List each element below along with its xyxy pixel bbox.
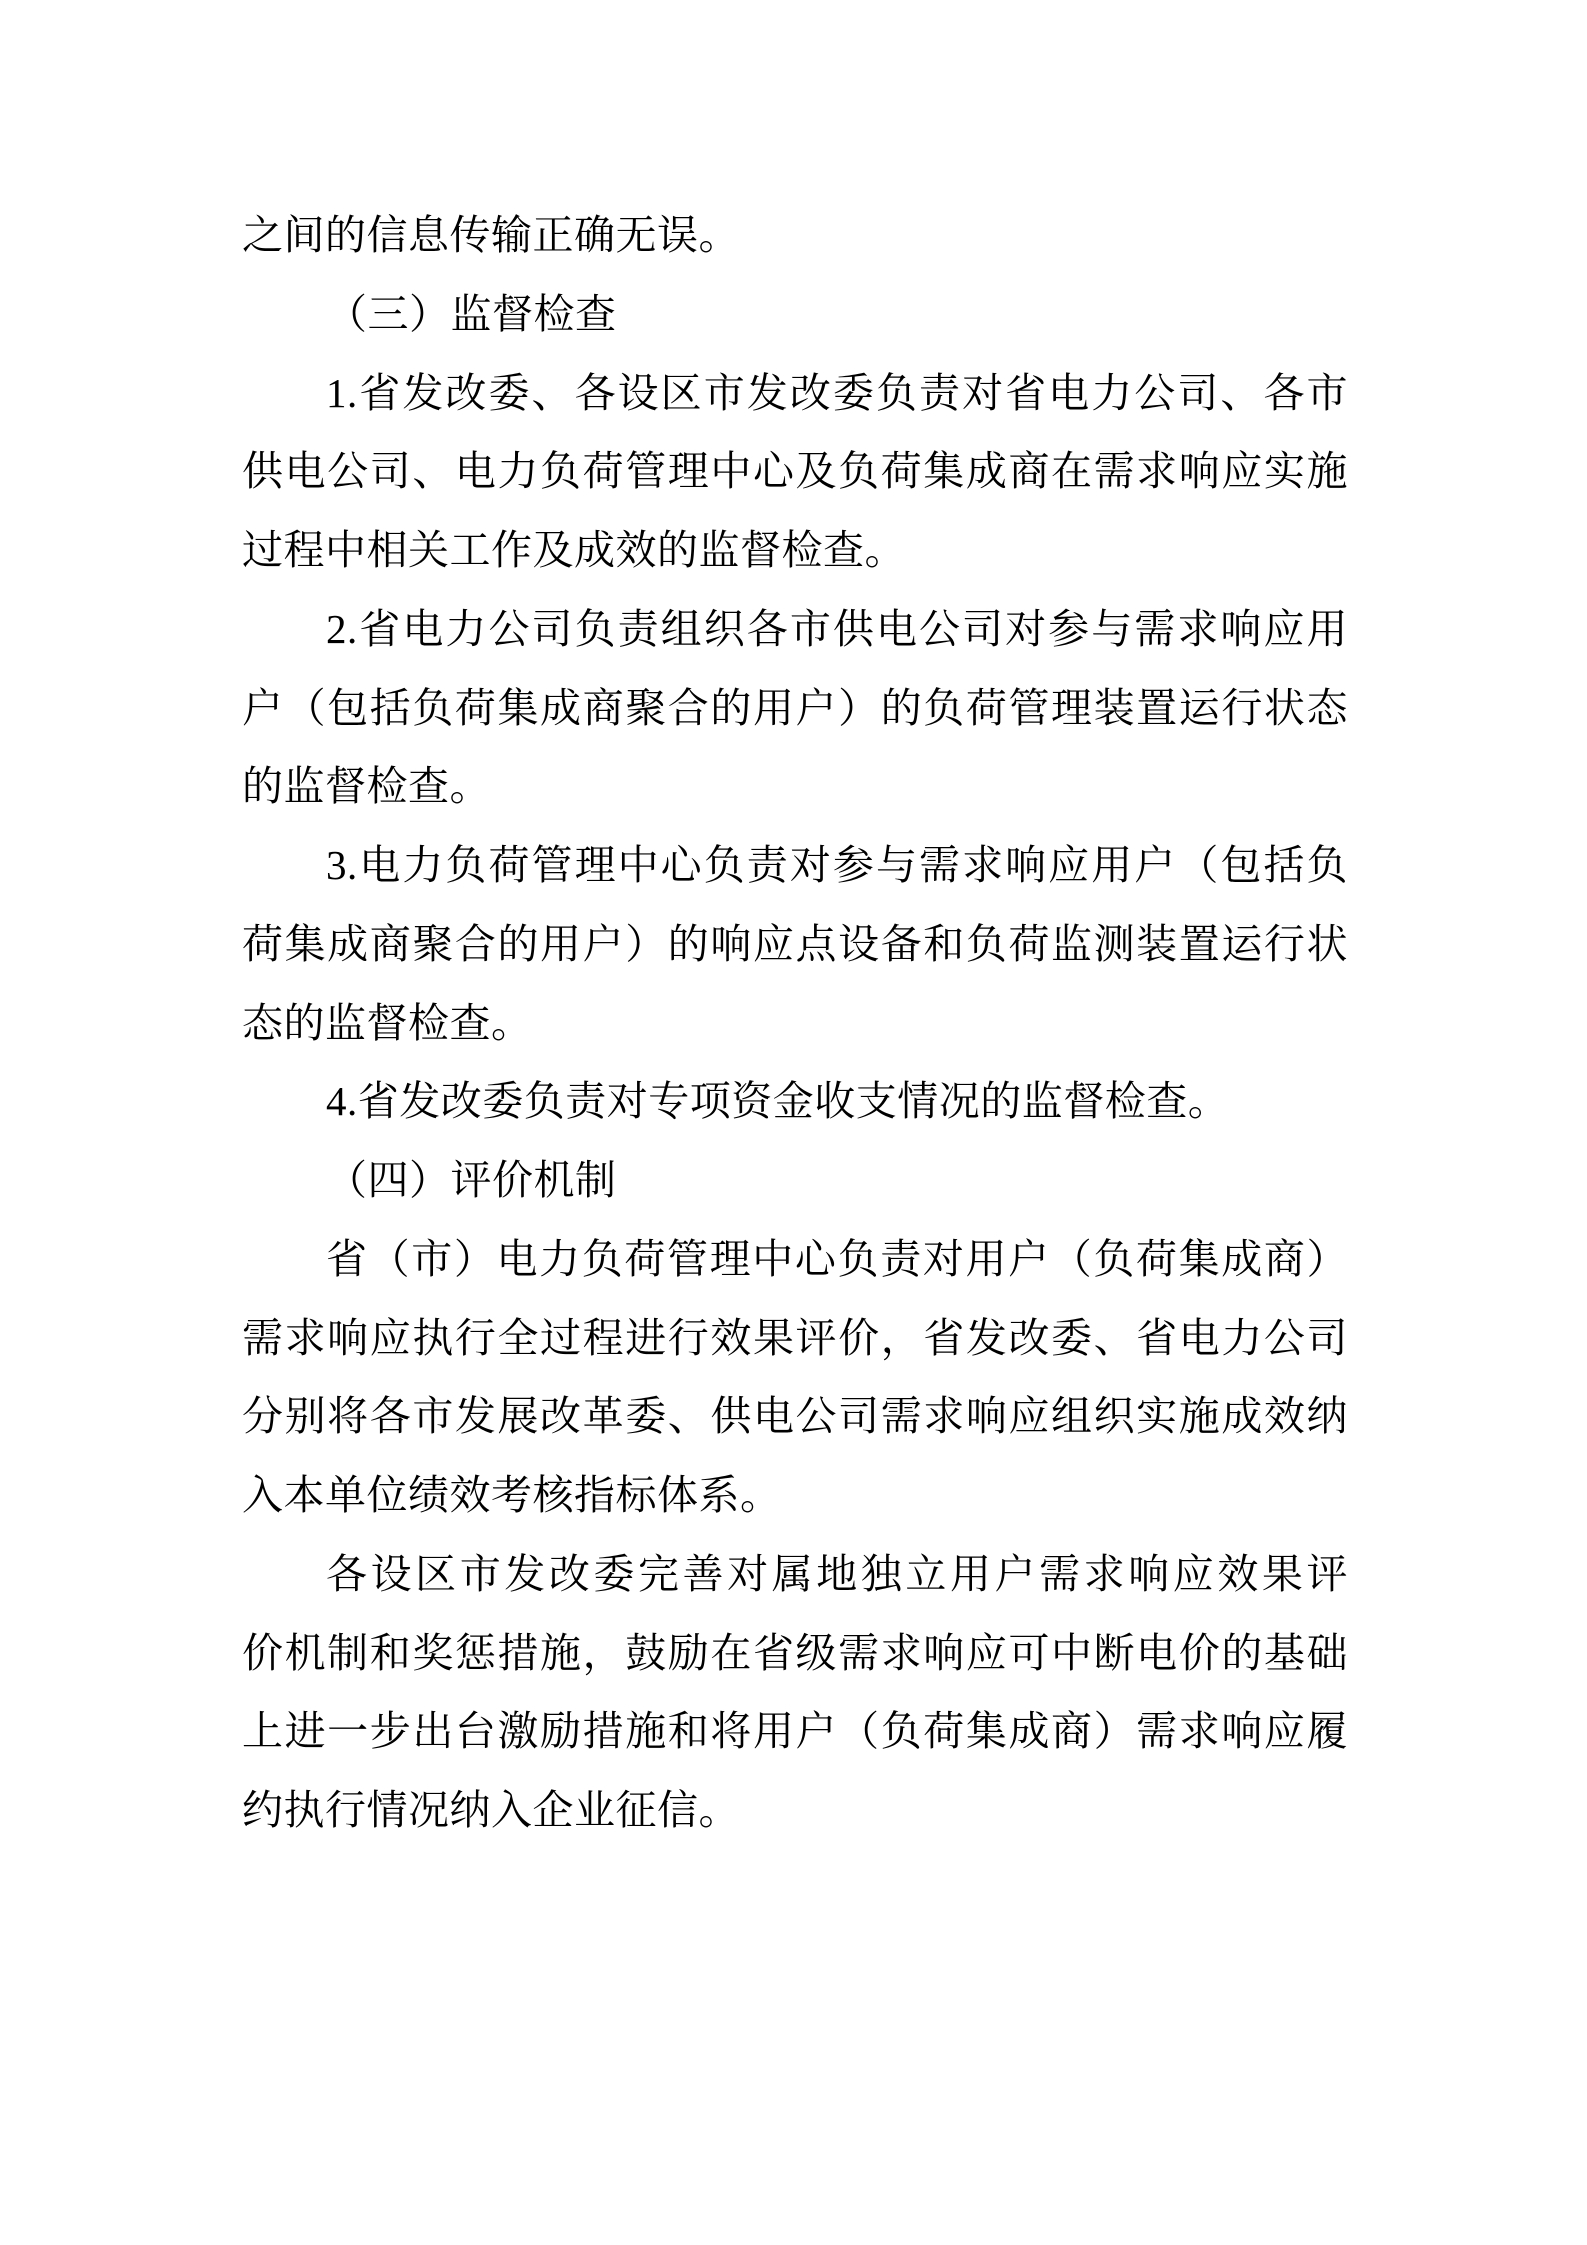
text-line: 价机制和奖惩措施，鼓励在省级需求响应可中断电价的基础: [242, 1629, 1348, 1676]
text-line: 入本单位绩效考核指标体系。: [242, 1472, 782, 1518]
text-line: 供电公司、电力负荷管理中心及负荷集成商在需求响应实施: [242, 448, 1348, 495]
document-body: [242, 196, 1348, 1850]
text-line: 1.省发改委、各设区市发改委负责对省电力公司、各市: [326, 369, 1348, 416]
text-line: 分别将各市发展改革委、供电公司需求响应组织实施成效纳: [242, 1393, 1348, 1440]
text-line: 荷集成商聚合的用户）的响应点设备和负荷监测装置运行状: [242, 920, 1348, 967]
text-line: 态的监督检查。: [242, 999, 533, 1046]
text-line: 约执行情况纳入企业征信。: [242, 1787, 740, 1833]
text-line: 的监督检查。: [242, 763, 491, 810]
text-line: 4.省发改委负责对专项资金收支情况的监督检查。: [326, 1078, 1230, 1125]
text-line: 3.电力负荷管理中心负责对参与需求响应用户（包括负: [326, 842, 1348, 888]
text-line: 上进一步出台激励措施和将用户（负荷集成商）需求响应履: [242, 1708, 1348, 1755]
text-line: 各设区市发改委完善对属地独立用户需求响应效果评: [326, 1550, 1348, 1597]
text-line: 省（市）电力负荷管理中心负责对用户（负荷集成商）: [326, 1235, 1348, 1282]
text-line: 2.省电力公司负责组织各市供电公司对参与需求响应用: [326, 605, 1348, 652]
text-line: 需求响应执行全过程进行效果评价，省发改委、省电力公司: [242, 1314, 1348, 1361]
text-line: 户（包括负荷集成商聚合的用户）的负荷管理装置运行状态: [242, 684, 1348, 731]
text-line: （四）评价机制: [326, 1157, 617, 1203]
text-line: （三）监督检查: [326, 290, 617, 337]
text-line: 过程中相关工作及成效的监督检查。: [242, 527, 906, 573]
text-line: 之间的信息传输正确无误。: [242, 212, 740, 258]
